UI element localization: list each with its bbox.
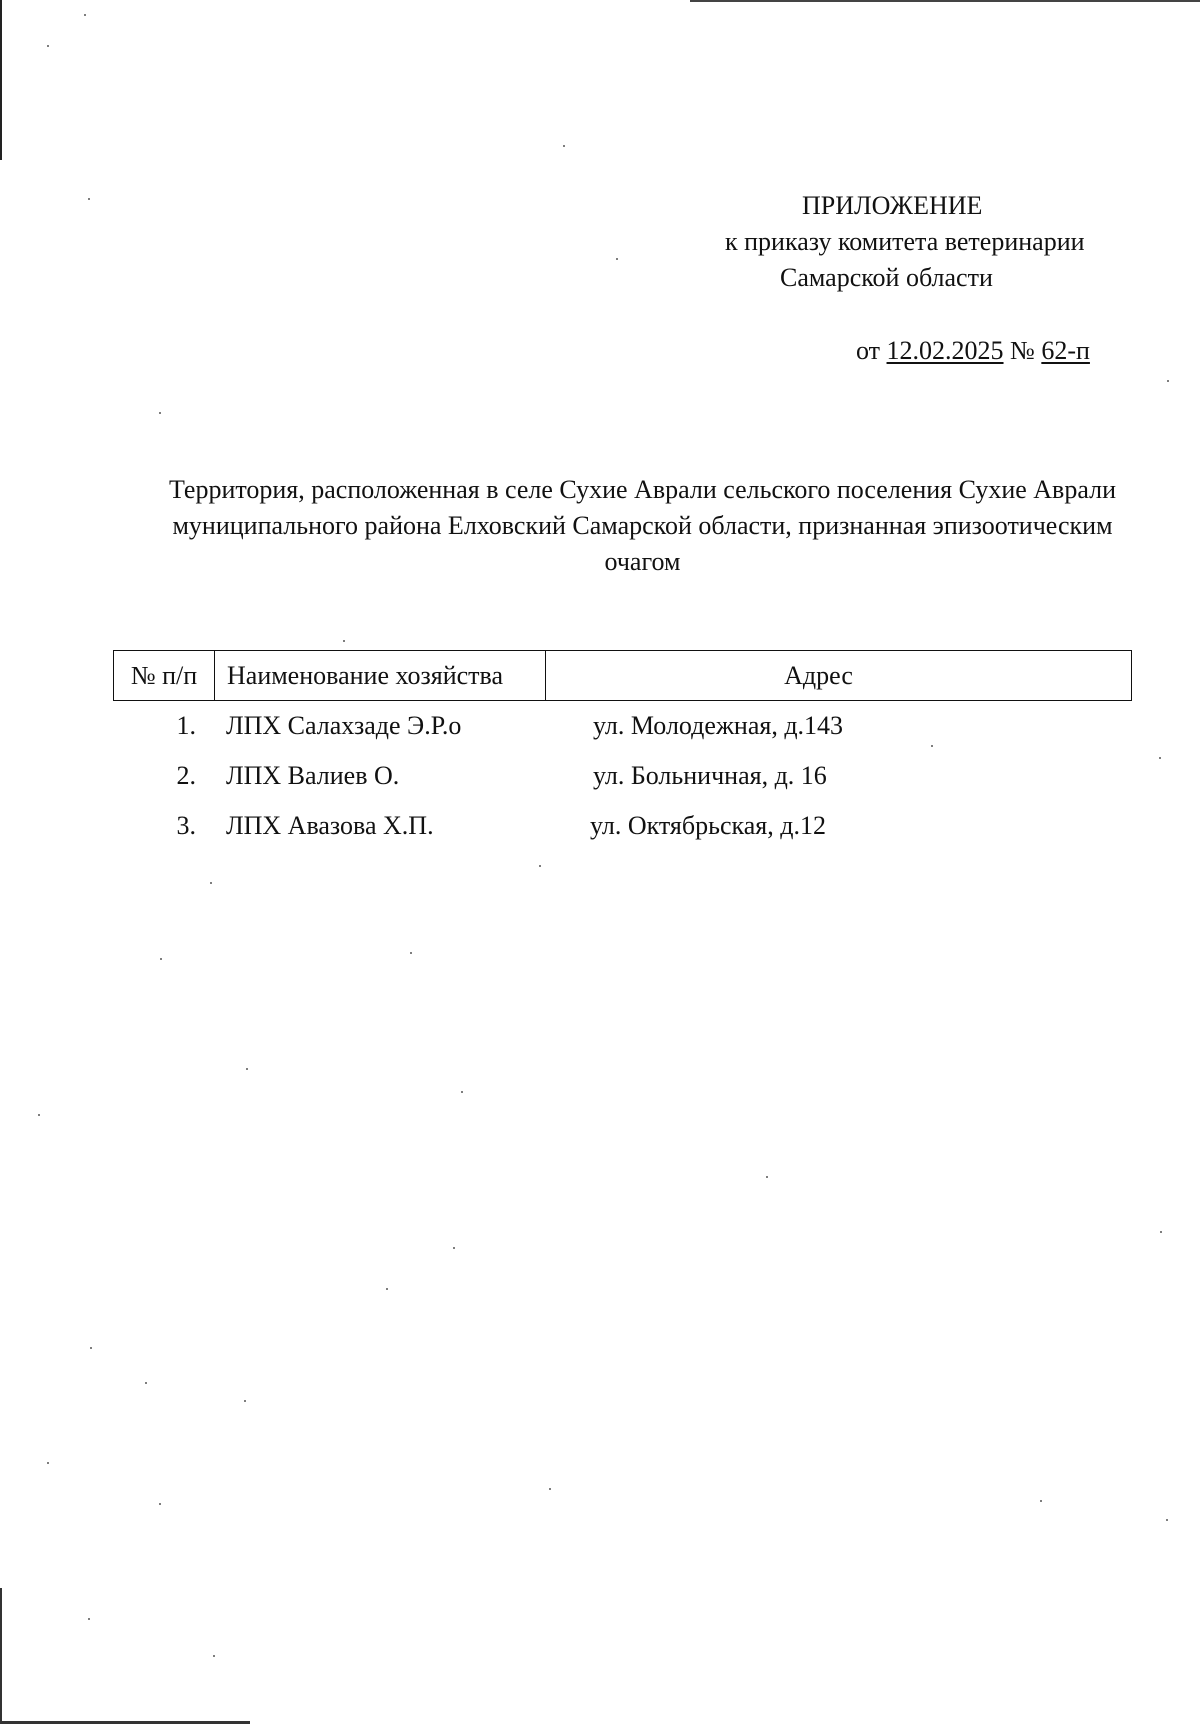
scan-speck	[88, 198, 90, 200]
scan-speck	[1159, 757, 1161, 759]
scan-speck	[145, 1382, 147, 1384]
row-number: 1.	[176, 711, 196, 740]
scan-edge-left-bottom	[0, 1588, 2, 1724]
scan-speck	[410, 952, 412, 954]
scan-speck	[88, 1618, 90, 1620]
scan-speck	[159, 1503, 161, 1505]
table-header	[113, 650, 1132, 701]
farm-name: ЛПХ Авазова Х.П.	[226, 811, 434, 840]
appendix-title: ПРИЛОЖЕНИЕ	[802, 191, 983, 220]
scan-speck	[210, 882, 212, 884]
column-header-number: № п/п	[114, 651, 215, 700]
document-title: Территория, расположенная в селе Сухие Аврали сельского поселения Сухие Аврали муниципального района Елховский Самарской области, признанная эпизоотическим очагом	[169, 475, 1116, 576]
farm-address: ул. Больничная, д. 16	[593, 761, 827, 790]
scan-speck	[246, 1068, 248, 1070]
scan-speck	[159, 412, 161, 414]
scan-speck	[539, 865, 541, 867]
farm-name: ЛПХ Салахзаде Э.Р.о	[226, 711, 462, 740]
table-row	[113, 801, 1132, 851]
scan-speck	[1167, 380, 1169, 382]
table-row	[113, 751, 1132, 801]
order-prefix: от	[856, 336, 881, 365]
scan-speck	[549, 1488, 551, 1490]
scan-speck	[616, 258, 618, 260]
row-number: 2.	[176, 761, 196, 790]
order-date: 12.02.2025	[886, 336, 1004, 365]
scan-speck	[47, 1462, 49, 1464]
scan-speck	[1040, 1500, 1042, 1502]
table-row	[113, 701, 1132, 751]
farm-name: ЛПХ Валиев О.	[226, 761, 400, 790]
scan-edge-top	[690, 0, 1200, 2]
farm-address: ул. Молодежная, д.143	[593, 711, 844, 740]
order-reference	[856, 333, 1090, 369]
scan-speck	[244, 1400, 246, 1402]
scan-speck	[766, 1176, 768, 1178]
order-number-sign: №	[1010, 336, 1035, 365]
scan-speck	[38, 1114, 40, 1116]
scan-speck	[1160, 1231, 1162, 1233]
farms-table	[113, 650, 1132, 851]
scan-speck	[160, 958, 162, 960]
scan-speck	[461, 1091, 463, 1093]
scan-speck	[90, 1347, 92, 1349]
column-header-farm-name: Наименование хозяйства	[215, 651, 546, 700]
scan-speck	[84, 14, 86, 16]
appendix-region: Самарской области	[780, 263, 993, 292]
farm-address: ул. Октябрьская, д.12	[590, 811, 826, 840]
table-body	[113, 701, 1132, 851]
scan-speck	[563, 145, 565, 147]
scan-speck	[453, 1247, 455, 1249]
scan-speck	[1166, 1519, 1168, 1521]
column-header-address: Адрес	[784, 660, 853, 690]
scan-edge-left	[0, 0, 2, 160]
appendix-subtitle: к приказу комитета ветеринарии	[725, 227, 1085, 256]
scan-speck	[386, 1288, 388, 1290]
scan-speck	[213, 1655, 215, 1657]
scan-speck	[343, 640, 345, 642]
scan-speck	[47, 45, 49, 47]
row-number: 3.	[176, 811, 196, 840]
order-number: 62-п	[1041, 336, 1090, 365]
